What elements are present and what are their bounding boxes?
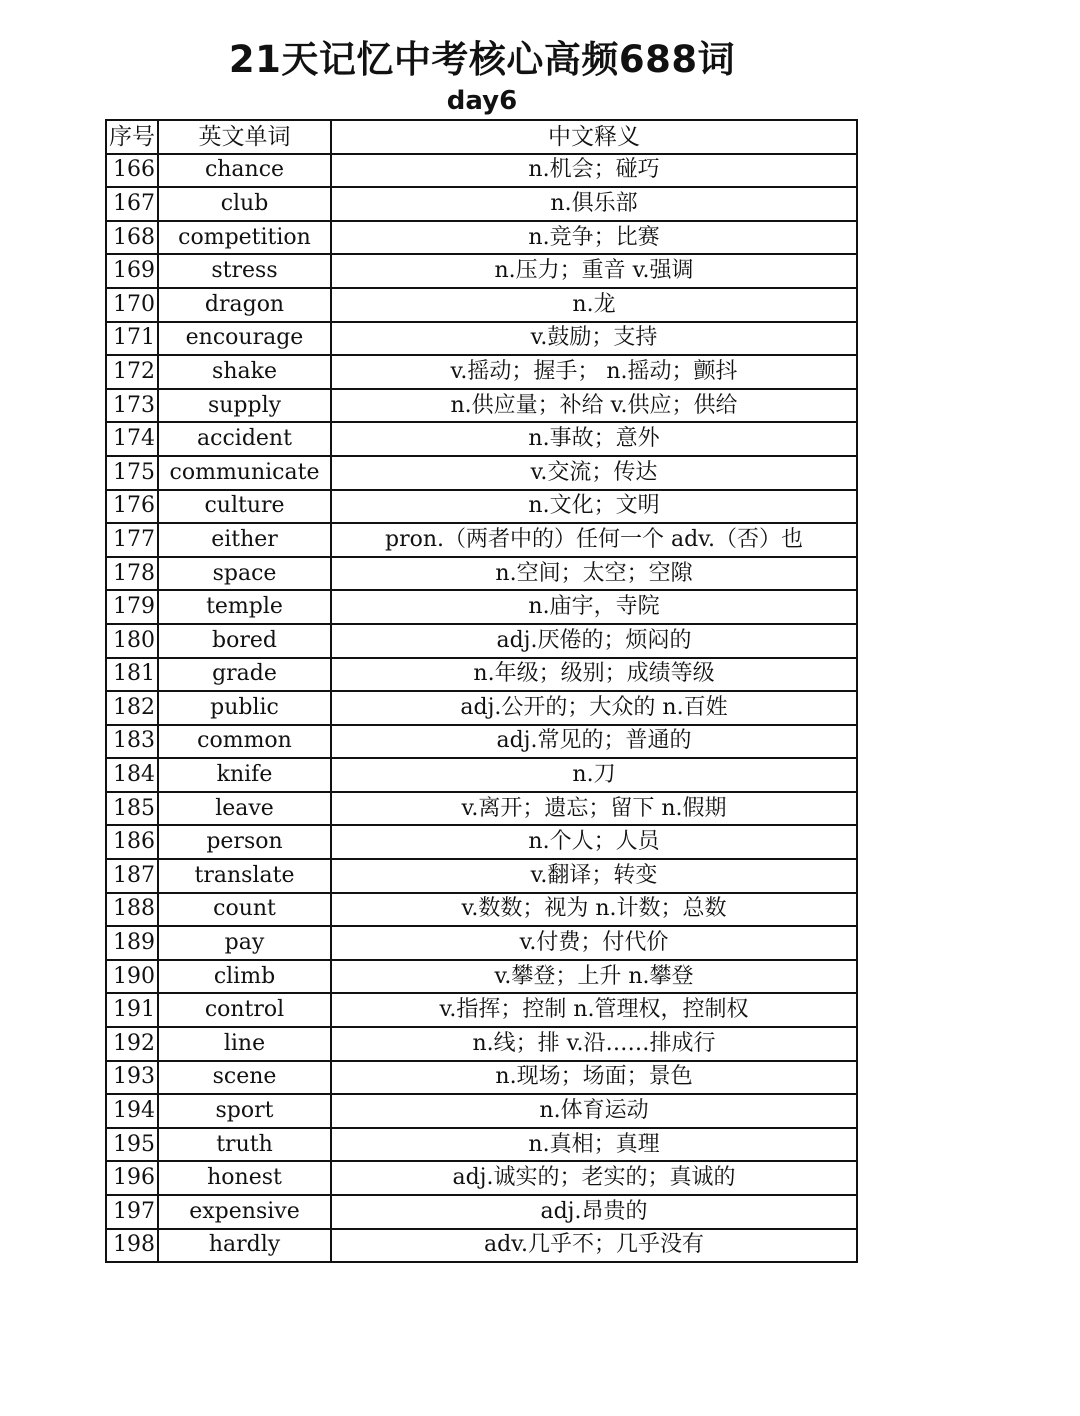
row-index: 184 [106, 758, 158, 792]
row-english-word: climb [158, 960, 331, 994]
table-row [106, 590, 857, 624]
row-index: 193 [106, 1061, 158, 1095]
row-english-word: temple [158, 590, 331, 624]
row-chinese-meaning: n.真相；真理 [331, 1128, 857, 1162]
row-chinese-meaning: v.交流；传达 [331, 456, 857, 490]
row-index: 191 [106, 993, 158, 1027]
table-row [106, 1128, 857, 1162]
table-row [106, 1161, 857, 1195]
header-english-word: 英文单词 [158, 120, 331, 154]
row-chinese-meaning: n.文化；文明 [331, 490, 857, 524]
row-index: 198 [106, 1229, 158, 1263]
row-index: 189 [106, 926, 158, 960]
row-chinese-meaning: v.付费；付代价 [331, 926, 857, 960]
table-row [106, 254, 857, 288]
row-chinese-meaning: n.刀 [331, 758, 857, 792]
row-english-word: pay [158, 926, 331, 960]
row-index: 169 [106, 254, 158, 288]
row-index: 181 [106, 658, 158, 692]
page-title: 21天记忆中考核心高频688词 [228, 38, 736, 81]
row-english-word: public [158, 691, 331, 725]
row-english-word: translate [158, 859, 331, 893]
row-english-word: expensive [158, 1195, 331, 1229]
table-row [106, 154, 857, 188]
table-row [106, 993, 857, 1027]
row-index: 172 [106, 355, 158, 389]
table-row [106, 1195, 857, 1229]
table-row [106, 691, 857, 725]
row-chinese-meaning: v.攀登；上升 n.攀登 [331, 960, 857, 994]
row-chinese-meaning: adj.昂贵的 [331, 1195, 857, 1229]
row-english-word: line [158, 1027, 331, 1061]
table-row [106, 1061, 857, 1095]
table-row [106, 422, 857, 456]
row-index: 177 [106, 523, 158, 557]
row-english-word: control [158, 993, 331, 1027]
row-index: 190 [106, 960, 158, 994]
row-english-word: encourage [158, 322, 331, 356]
row-index: 186 [106, 825, 158, 859]
table-row [106, 288, 857, 322]
row-english-word: bored [158, 624, 331, 658]
table-row [106, 221, 857, 255]
row-english-word: leave [158, 792, 331, 826]
row-chinese-meaning: adj.公开的；大众的 n.百姓 [331, 691, 857, 725]
table-body [106, 154, 857, 1263]
row-chinese-meaning: n.个人；人员 [331, 825, 857, 859]
table-row [106, 355, 857, 389]
row-chinese-meaning: v.指挥；控制 n.管理权，控制权 [331, 993, 857, 1027]
table-row [106, 725, 857, 759]
table-row [106, 926, 857, 960]
row-chinese-meaning: pron.（两者中的）任何一个 adv.（否）也 [331, 523, 857, 557]
table-row [106, 624, 857, 658]
row-english-word: knife [158, 758, 331, 792]
row-index: 170 [106, 288, 158, 322]
row-chinese-meaning: n.年级；级别；成绩等级 [331, 658, 857, 692]
row-english-word: dragon [158, 288, 331, 322]
row-english-word: common [158, 725, 331, 759]
row-chinese-meaning: n.俱乐部 [331, 187, 857, 221]
header-index: 序号 [106, 120, 158, 154]
row-english-word: communicate [158, 456, 331, 490]
row-english-word: truth [158, 1128, 331, 1162]
row-english-word: supply [158, 389, 331, 423]
row-chinese-meaning: n.事故；意外 [331, 422, 857, 456]
vocabulary-table [105, 119, 858, 1263]
row-index: 171 [106, 322, 158, 356]
row-chinese-meaning: n.现场；场面；景色 [331, 1061, 857, 1095]
row-english-word: chance [158, 154, 331, 188]
row-index: 176 [106, 490, 158, 524]
table-row [106, 658, 857, 692]
table-row [106, 859, 857, 893]
table-header-row [106, 120, 857, 154]
row-index: 188 [106, 893, 158, 927]
row-index: 183 [106, 725, 158, 759]
row-index: 182 [106, 691, 158, 725]
table-row [106, 187, 857, 221]
row-chinese-meaning: n.空间；太空；空隙 [331, 557, 857, 591]
row-index: 166 [106, 154, 158, 188]
row-english-word: competition [158, 221, 331, 255]
row-chinese-meaning: adj.厌倦的；烦闷的 [331, 624, 857, 658]
row-chinese-meaning: n.体育运动 [331, 1094, 857, 1128]
row-index: 168 [106, 221, 158, 255]
row-english-word: person [158, 825, 331, 859]
row-chinese-meaning: n.龙 [331, 288, 857, 322]
row-index: 196 [106, 1161, 158, 1195]
row-index: 195 [106, 1128, 158, 1162]
row-index: 175 [106, 456, 158, 490]
row-chinese-meaning: v.鼓励；支持 [331, 322, 857, 356]
table-row [106, 389, 857, 423]
row-english-word: culture [158, 490, 331, 524]
table-row [106, 825, 857, 859]
row-english-word: accident [158, 422, 331, 456]
table-row [106, 456, 857, 490]
row-index: 174 [106, 422, 158, 456]
row-index: 187 [106, 859, 158, 893]
row-english-word: count [158, 893, 331, 927]
row-chinese-meaning: n.机会；碰巧 [331, 154, 857, 188]
table-row [106, 960, 857, 994]
row-chinese-meaning: adj.诚实的；老实的；真诚的 [331, 1161, 857, 1195]
page-subtitle: day6 [446, 86, 518, 116]
row-chinese-meaning: v.摇动；握手； n.摇动；颤抖 [331, 355, 857, 389]
table-row [106, 490, 857, 524]
table-row [106, 758, 857, 792]
row-chinese-meaning: n.竞争；比赛 [331, 221, 857, 255]
row-index: 179 [106, 590, 158, 624]
row-index: 178 [106, 557, 158, 591]
row-index: 192 [106, 1027, 158, 1061]
row-chinese-meaning: adj.常见的；普通的 [331, 725, 857, 759]
table-row [106, 523, 857, 557]
table-row [106, 557, 857, 591]
row-english-word: space [158, 557, 331, 591]
row-index: 194 [106, 1094, 158, 1128]
row-english-word: club [158, 187, 331, 221]
row-index: 180 [106, 624, 158, 658]
row-english-word: sport [158, 1094, 331, 1128]
row-index: 173 [106, 389, 158, 423]
table-row [106, 1027, 857, 1061]
table-row [106, 893, 857, 927]
row-chinese-meaning: v.翻译；转变 [331, 859, 857, 893]
row-chinese-meaning: v.数数；视为 n.计数；总数 [331, 893, 857, 927]
table-row [106, 792, 857, 826]
row-chinese-meaning: n.庙宇，寺院 [331, 590, 857, 624]
row-english-word: hardly [158, 1229, 331, 1263]
row-chinese-meaning: n.供应量；补给 v.供应；供给 [331, 389, 857, 423]
header-chinese-meaning: 中文释义 [331, 120, 857, 154]
row-chinese-meaning: adv.几乎不；几乎没有 [331, 1229, 857, 1263]
table-row [106, 322, 857, 356]
row-chinese-meaning: n.压力；重音 v.强调 [331, 254, 857, 288]
row-english-word: honest [158, 1161, 331, 1195]
table-row [106, 1094, 857, 1128]
row-index: 167 [106, 187, 158, 221]
row-english-word: shake [158, 355, 331, 389]
row-english-word: grade [158, 658, 331, 692]
row-index: 197 [106, 1195, 158, 1229]
row-chinese-meaning: v.离开；遗忘；留下 n.假期 [331, 792, 857, 826]
row-english-word: scene [158, 1061, 331, 1095]
row-english-word: stress [158, 254, 331, 288]
row-chinese-meaning: n.线；排 v.沿……排成行 [331, 1027, 857, 1061]
row-english-word: either [158, 523, 331, 557]
row-index: 185 [106, 792, 158, 826]
table-row [106, 1229, 857, 1263]
